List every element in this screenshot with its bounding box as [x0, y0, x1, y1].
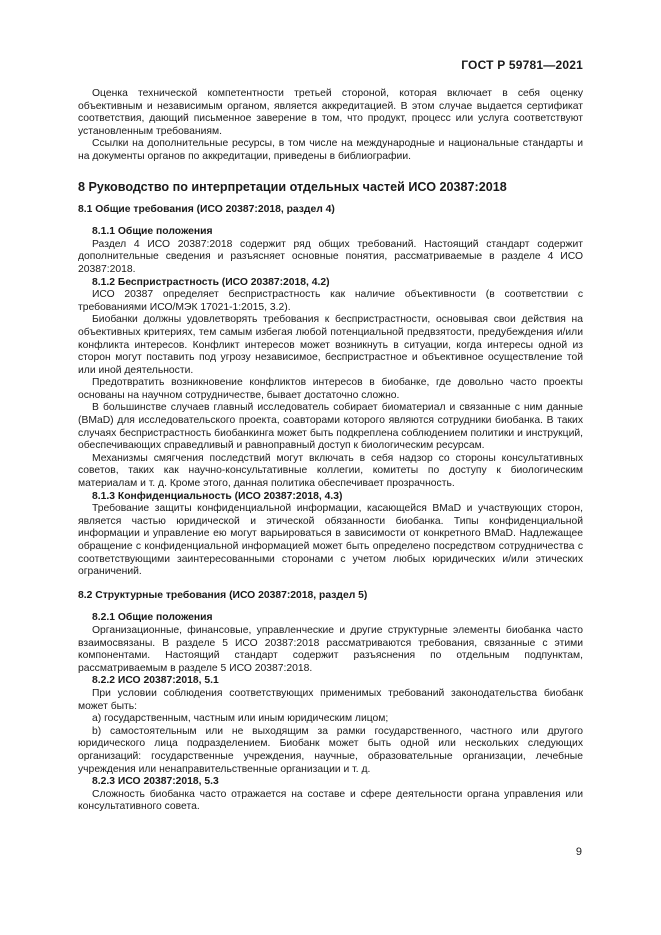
- intro-paragraph: Оценка технической компетентности третьей стороной, которая включает в себя оценку объективным и независимым органом, является аккредитацией. В этом случае выдается сертификат соответствия, дающий письменное заверение в том, что продукт, процесс или услуга соответствуют установленным требованиям.: [78, 88, 583, 137]
- section-8-1-heading: 8.1 Общие требования (ИСО 20387:2018, раздел 4): [78, 203, 335, 215]
- subsection-8-1-2-heading: 8.1.2 Беспристрастность (ИСО 20387:2018, 4.2): [92, 276, 330, 288]
- paragraph: Организационные, финансовые, управленческие и другие структурные элементы биобанка часто взаимосвязаны. В разделе 5 ИСО 20387:2018 рассматриваются требования, связанные с этими компонентами. Настоящий стандарт содержит разъяснения по отдельным подпунктам, рассматриваемым в разделе 5 ИСО 20387:2018.: [78, 624, 583, 674]
- section-8-heading: 8 Руководство по интерпретации отдельных частей ИСО 20387:2018: [78, 179, 507, 194]
- subsection-8-2-3-heading: 8.2.3 ИСО 20387:2018, 5.3: [92, 776, 219, 788]
- subsection-8-1-3-heading: 8.1.3 Конфиденциальность (ИСО 20387:2018, 4.3): [92, 490, 343, 502]
- paragraph: В большинстве случаев главный исследователь собирает биоматериал и связанные с ним данные (BMaD) для исследовательского проекта, соавторами которого являются сотрудники биобанка. В таких случаях беспристрастность биобанкинга может быть подкреплена соблюдением политики и инструкций, обеспечивающих справедливый и равноправный доступ к биологическим ресурсам.: [78, 402, 583, 452]
- subsection-8-1-1-heading: 8.1.1 Общие положения: [92, 226, 213, 238]
- list-item: а) государственным, частным или иным юридическим лицом;: [92, 713, 389, 725]
- subsection-8-2-1-heading: 8.2.1 Общие положения: [92, 612, 213, 624]
- paragraph: Раздел 4 ИСО 20387:2018 содержит ряд общих требований. Настоящий стандарт содержит дополнительные сведения и разъясняет основные понятия, рассматриваемые в разделе 4 ИСО 20387:2018.: [78, 238, 583, 275]
- paragraph: Механизмы смягчения последствий могут включать в себя надзор со стороны консультативных советов, таких как научно-консультативные коллегии, комитеты по доступу к биологическим материалам и т. д. Кроме этого, данная политика обеспечивает прозрачность.: [78, 452, 583, 490]
- paragraph: Сложность биобанка часто отражается на составе и сфере деятельности органа управления или консультативного совета.: [78, 788, 583, 813]
- page-body: [78, 88, 583, 814]
- paragraph: При условии соблюдения соответствующих применимых требований законодательства биобанк может быть:: [78, 687, 583, 712]
- subsection-8-2-2-heading: 8.2.2 ИСО 20387:2018, 5.1: [92, 675, 219, 687]
- intro-paragraph: Ссылки на дополнительные ресурсы, в том числе на международные и национальные стандарты и на документы органов по аккредитации, приведены в библиографии.: [78, 138, 583, 162]
- paragraph: Предотвратить возникновение конфликтов интересов в биобанке, где довольно часто проекты основаны на научном сотрудничестве, бывает достаточно сложно.: [78, 377, 583, 401]
- list-item: b) самостоятельным или не выходящим за рамки государственного, частного или другого юридического лица подразделением. Биобанк может быть одной или нескольких следующих организаций: государственные учреждения, научные, образовательные организации, лечебные учреждения или ненаправительственные организации и т. д.: [78, 725, 583, 775]
- paragraph: Биобанки должны удовлетворять требования к беспристрастности, основывая свои действия на объективных критериях, тем самым избегая любой потенциальной предвзятости, предубеждения и/или конфликта интересов. Конфликт интересов может возникнуть в ситуации, когда интересы одной из сторон могут поставить под угрозу независимое, беспристрастное и объективное осуществление той или иной деятельности.: [78, 314, 583, 376]
- paragraph: ИСО 20387 определяет беспристрастность как наличие объективности (в соответствии с требованиями ИСО/МЭК 17021-1:2015, 3.2).: [78, 289, 583, 313]
- section-8-2-heading: 8.2 Структурные требования (ИСО 20387:2018, раздел 5): [78, 589, 368, 601]
- paragraph: Требование защиты конфиденциальной информации, касающейся BMaD и участвующих сторон, является частью юридической и этической обязанности биобанка. Типы конфиденциальной информации и управление ею могут варьироваться в зависимости от конкретного BMaD. Надлежащее обращение с конфиденциальной информацией может быть определено посредством сотрудничества с соответствующими заинтересованными сторонами с учетом любых юридических и/или этических ограничений.: [78, 503, 583, 578]
- page-number: 9: [575, 846, 582, 858]
- document-code-header: ГОСТ Р 59781—2021: [461, 58, 583, 72]
